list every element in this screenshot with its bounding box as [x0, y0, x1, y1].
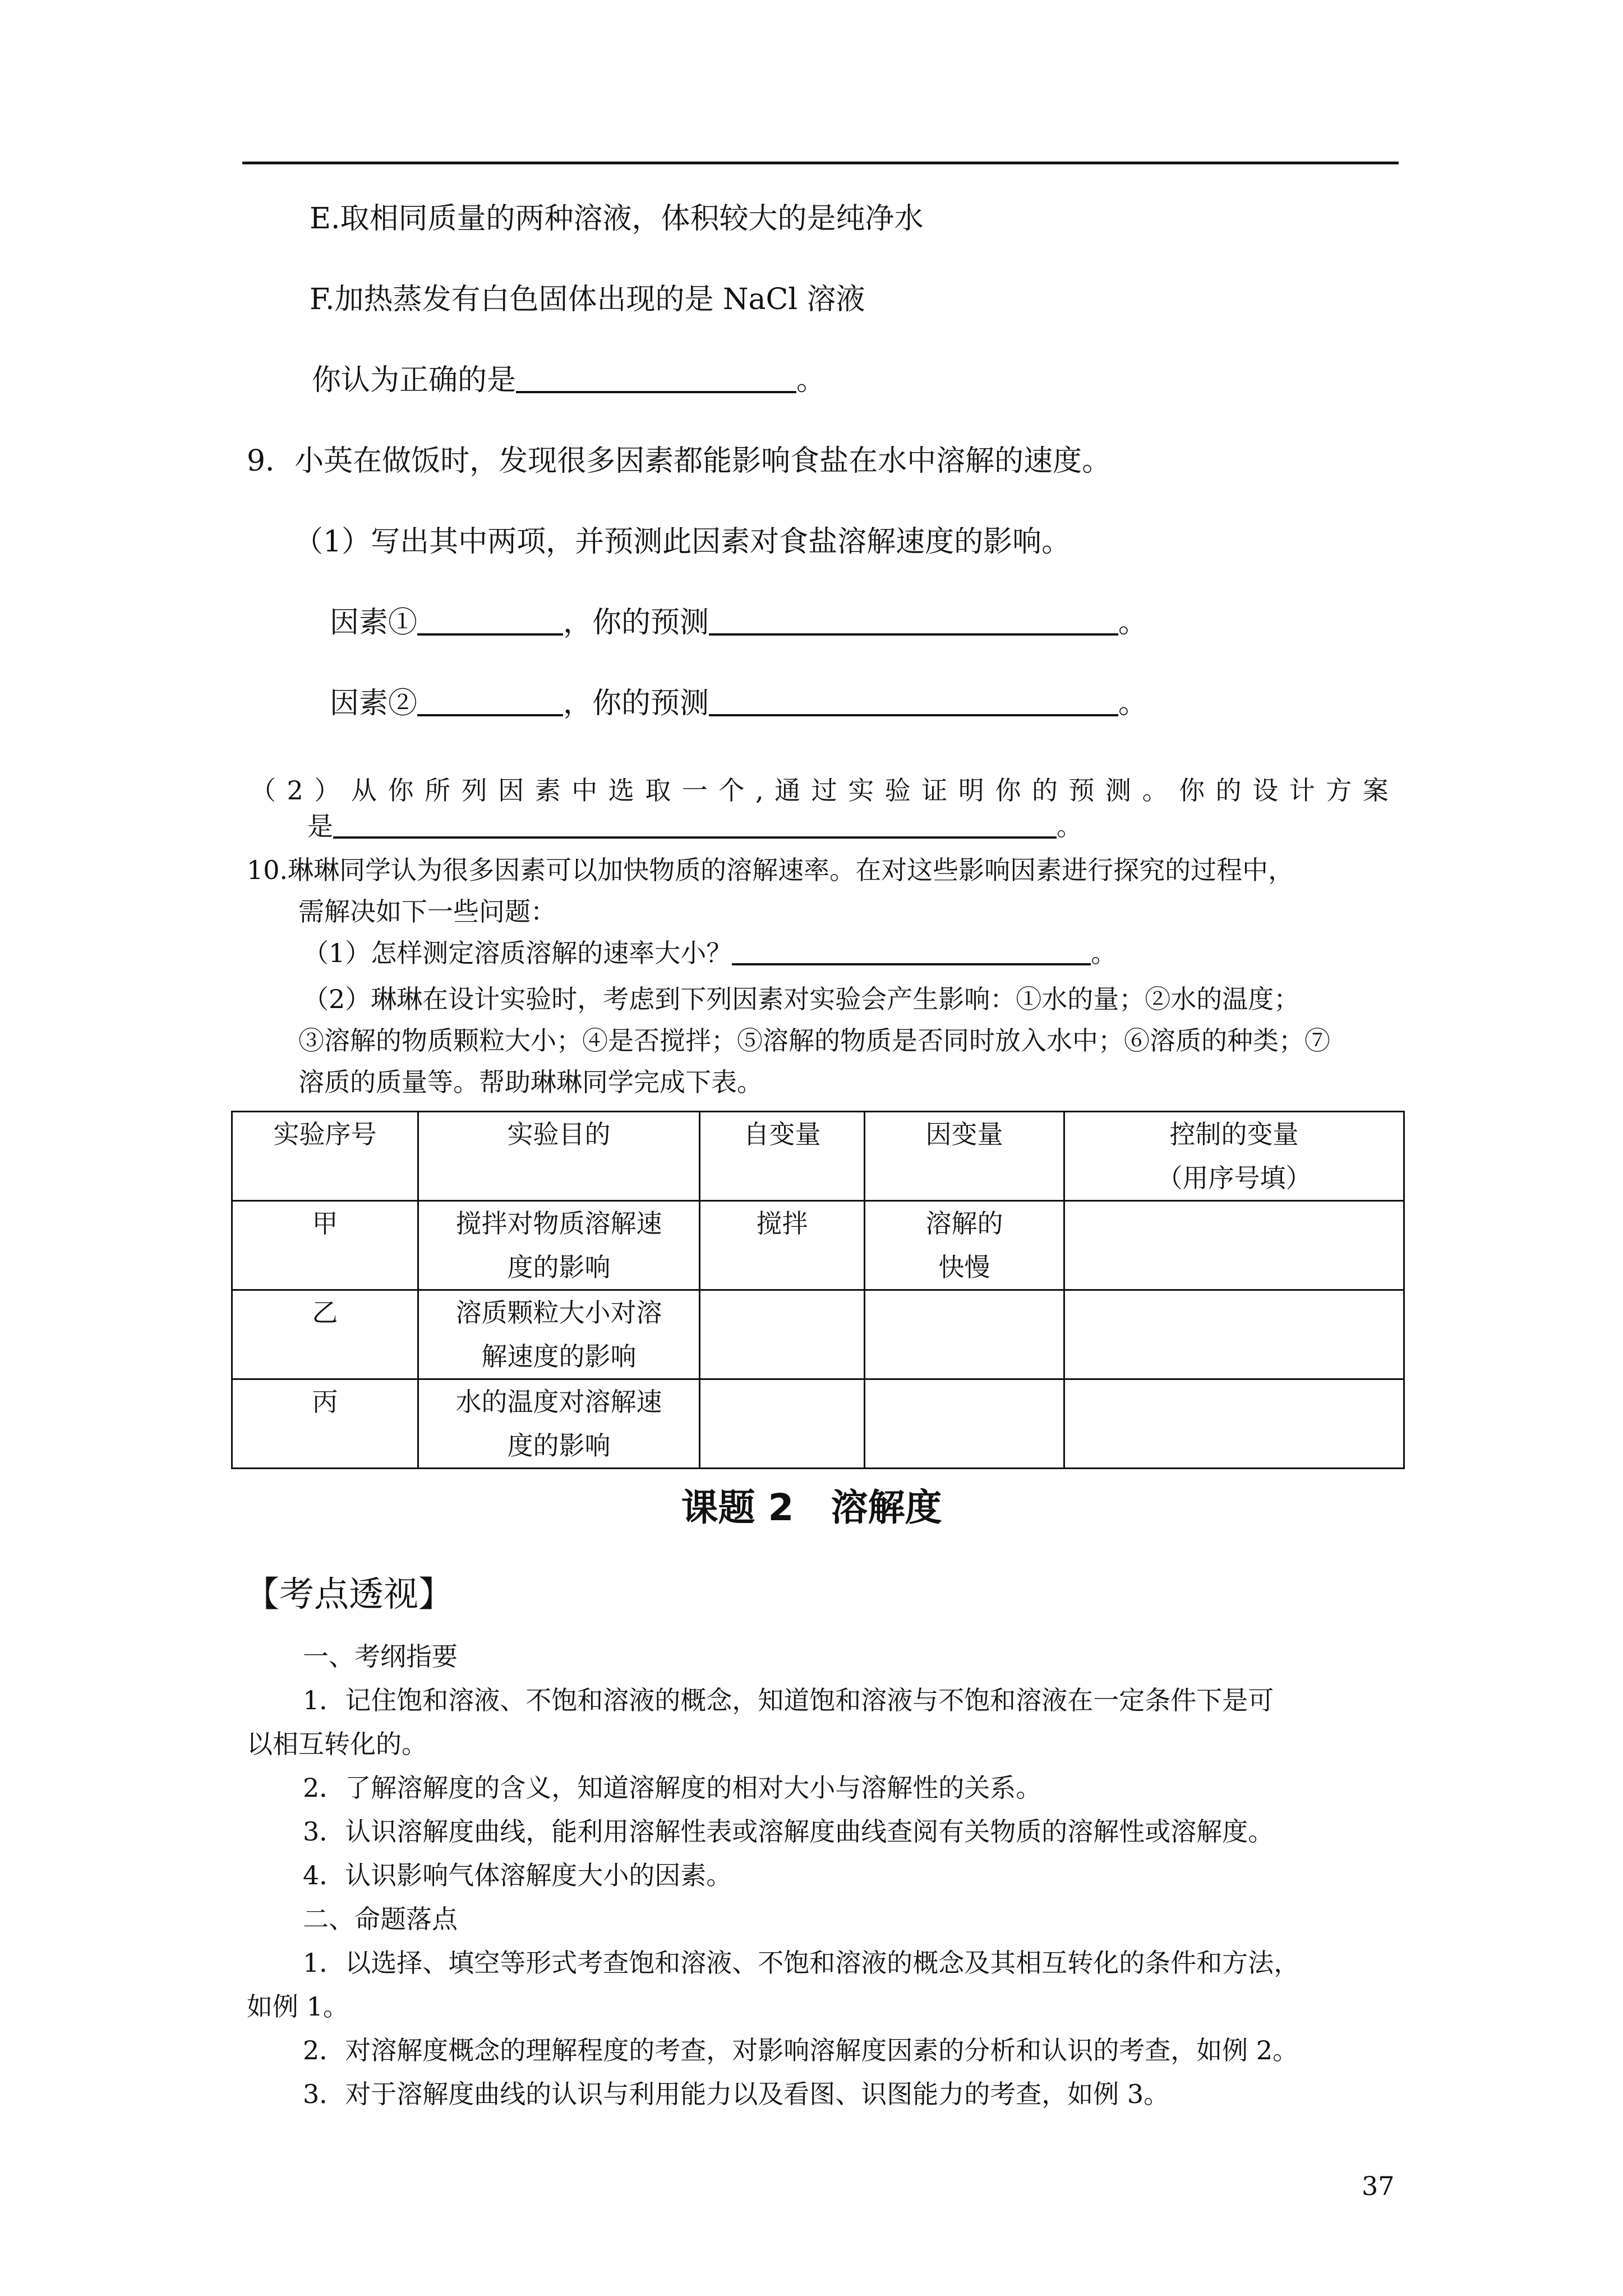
focus-item-1b: 如例 1。: [247, 1991, 349, 2022]
row-purpose: [418, 1379, 700, 1469]
char: 方: [1326, 775, 1352, 806]
char: 的: [1215, 775, 1242, 806]
row-iv-cell[interactable]: [700, 1290, 865, 1379]
row-dv-cell[interactable]: [865, 1379, 1064, 1469]
q10-part1-text: （1）怎样测定溶质溶解的速率大小？: [303, 938, 732, 968]
q10-stem-line2: 需解决如下一些问题：: [298, 896, 556, 927]
q10-part2-line3: 溶质的质量等。帮助琳琳同学完成下表。: [298, 1067, 763, 1097]
char: 证: [921, 775, 948, 806]
q9-part2-line1: [250, 774, 1389, 807]
char: 2: [287, 775, 303, 806]
page-number: 37: [1362, 2171, 1395, 2201]
q9-factor2-line: [330, 685, 1147, 721]
table-row: [232, 1201, 1404, 1290]
purpose-line: 度的影响: [507, 1430, 611, 1461]
char: 所: [425, 775, 451, 806]
q8-answer-suffix: 。: [796, 364, 826, 397]
factor1-period: 。: [1118, 606, 1148, 639]
predict-label: ，你的预测: [563, 606, 709, 639]
row-control-cell[interactable]: [1064, 1379, 1404, 1469]
q8-answer-line: [312, 362, 826, 398]
dv-line: 快慢: [938, 1252, 990, 1282]
outline-title: 一、考纲指要: [303, 1641, 458, 1672]
q8-answer-blank[interactable]: [516, 364, 796, 393]
purpose-line: 度的影响: [507, 1252, 611, 1282]
char: 预: [1068, 775, 1095, 806]
focus-title: 二、命题落点: [303, 1904, 458, 1934]
char: 个: [718, 775, 745, 806]
header-purpose: 实验目的: [418, 1112, 700, 1201]
q10-stem-line1: 10.琳琳同学认为很多因素可以加快物质的溶解速率。在对这些影响因素进行探究的过程中，: [247, 855, 1294, 885]
char: 选: [608, 775, 634, 806]
q10-part1: [303, 937, 1117, 969]
char: 你: [388, 775, 414, 806]
char: 从: [351, 775, 377, 806]
q9-part1: （1）写出其中两项，并预测此因素对食盐溶解速度的影响。: [294, 525, 1071, 559]
char: 取: [645, 775, 671, 806]
outline-item-2: 2．了解溶解度的含义，知道溶解度的相对大小与溶解性的关系。: [303, 1773, 1042, 1803]
table-header-row: [232, 1112, 1404, 1201]
char: 验: [884, 775, 911, 806]
purpose-line: 解速度的影响: [481, 1341, 637, 1372]
q9-stem: 9．小英在做饭时，发现很多因素都能影响食盐在水中溶解的速度。: [247, 444, 1112, 478]
purpose-line: 搅拌对物质溶解速: [455, 1208, 662, 1239]
q9-factor1-line: [330, 605, 1147, 641]
focus-item-3: 3．对于溶解度曲线的认识与利用能力以及看图、识图能力的考查，如例 3。: [303, 2079, 1170, 2109]
factor2-blank[interactable]: [417, 687, 563, 716]
header-control: [1064, 1112, 1404, 1201]
char: 一: [681, 775, 708, 806]
char: 设: [1252, 775, 1279, 806]
char: 案: [1362, 775, 1389, 806]
q10-part1-period: 。: [1091, 938, 1117, 968]
option-f: F.加热蒸发有白色固体出现的是 NaCl 溶液: [310, 283, 865, 316]
q9-part2-tail: 是: [307, 811, 333, 841]
char: 计: [1289, 775, 1315, 806]
predict-label: ，你的预测: [563, 687, 709, 720]
header-iv: 自变量: [700, 1112, 865, 1201]
outline-item-4: 4．认识影响气体溶解度大小的因素。: [303, 1860, 732, 1890]
row-iv-cell[interactable]: [700, 1379, 865, 1469]
q8-answer-prefix: 你认为正确的是: [312, 364, 517, 397]
header-rule: [242, 162, 1399, 164]
char: 通: [774, 775, 801, 806]
char: （: [250, 775, 276, 806]
row-id: 乙: [232, 1290, 418, 1379]
header-control-sub: （用序号填）: [1156, 1163, 1312, 1193]
char: 中: [571, 775, 598, 806]
q10-part2-line1: （2）琳琳在设计实验时，考虑到下列因素对实验会产生影响：①水的量；②水的温度；: [303, 984, 1300, 1014]
purpose-line: 水的温度对溶解速: [455, 1387, 662, 1417]
char: 实: [848, 775, 874, 806]
q9-part2-period: 。: [1057, 811, 1082, 841]
q10-part2-line2: ③溶解的物质颗粒大小；④是否搅拌；⑤溶解的物质是否同时放入水中；⑥溶质的种类；⑦: [298, 1025, 1330, 1056]
char: 明: [958, 775, 984, 806]
focus-item-1a: 1．以选择、填空等形式考查饱和溶液、不饱和溶液的概念及其相互转化的条件和方法，: [303, 1948, 1300, 1978]
char: ）: [314, 775, 340, 806]
char: ,: [755, 775, 764, 806]
factor2-period: 。: [1118, 687, 1148, 720]
char: 测: [1105, 775, 1132, 806]
header-control-label: 控制的变量: [1169, 1119, 1299, 1149]
q9-design-blank[interactable]: [333, 813, 1057, 839]
predict1-blank[interactable]: [709, 606, 1118, 636]
row-control-cell[interactable]: [1064, 1290, 1404, 1379]
header-dv: 因变量: [865, 1112, 1064, 1201]
char: 列: [461, 775, 487, 806]
factor1-label: 因素①: [330, 606, 418, 639]
row-iv: 搅拌: [700, 1201, 865, 1290]
char: 你: [1179, 775, 1205, 806]
factor2-label: 因素②: [330, 687, 418, 720]
row-id: 甲: [232, 1201, 418, 1290]
outline-item-3: 3．认识溶解度曲线，能利用溶解性表或溶解度曲线查阅有关物质的溶解性或溶解度。: [303, 1816, 1274, 1847]
outline-item-1a: 1．记住饱和溶液、不饱和溶液的概念，知道饱和溶液与不饱和溶液在一定条件下是可: [303, 1685, 1274, 1715]
char: 素: [534, 775, 561, 806]
table-row: [232, 1379, 1404, 1469]
row-dv: [865, 1201, 1064, 1290]
row-purpose: [418, 1201, 700, 1290]
row-purpose: [418, 1290, 700, 1379]
focus-item-2: 2．对溶解度概念的理解程度的考查，对影响溶解度因素的分析和认识的考查，如例 2。: [303, 2035, 1299, 2065]
q9-part2-line2: [307, 810, 1082, 843]
char: 因: [498, 775, 524, 806]
q10-part1-blank[interactable]: [732, 940, 1091, 965]
purpose-line: 溶质颗粒大小对溶: [455, 1297, 662, 1328]
lesson-title: 课题 2 溶解度: [681, 1486, 942, 1529]
char: 你: [995, 775, 1021, 806]
section-heading: 【考点透视】: [245, 1573, 454, 1614]
dv-line: 溶解的: [925, 1208, 1003, 1239]
row-id: 丙: [232, 1379, 418, 1469]
row-dv-cell[interactable]: [865, 1290, 1064, 1379]
experiment-table: [231, 1111, 1405, 1469]
option-e: E.取相同质量的两种溶液，体积较大的是纯净水: [310, 202, 924, 236]
factor1-blank[interactable]: [417, 606, 563, 636]
predict2-blank[interactable]: [709, 687, 1118, 716]
header-id: 实验序号: [232, 1112, 418, 1201]
char: 过: [811, 775, 837, 806]
char: 的: [1031, 775, 1058, 806]
row-control-cell[interactable]: [1064, 1201, 1404, 1290]
table-row: [232, 1290, 1404, 1379]
char: 。: [1142, 775, 1168, 806]
outline-item-1b: 以相互转化的。: [247, 1729, 427, 1759]
